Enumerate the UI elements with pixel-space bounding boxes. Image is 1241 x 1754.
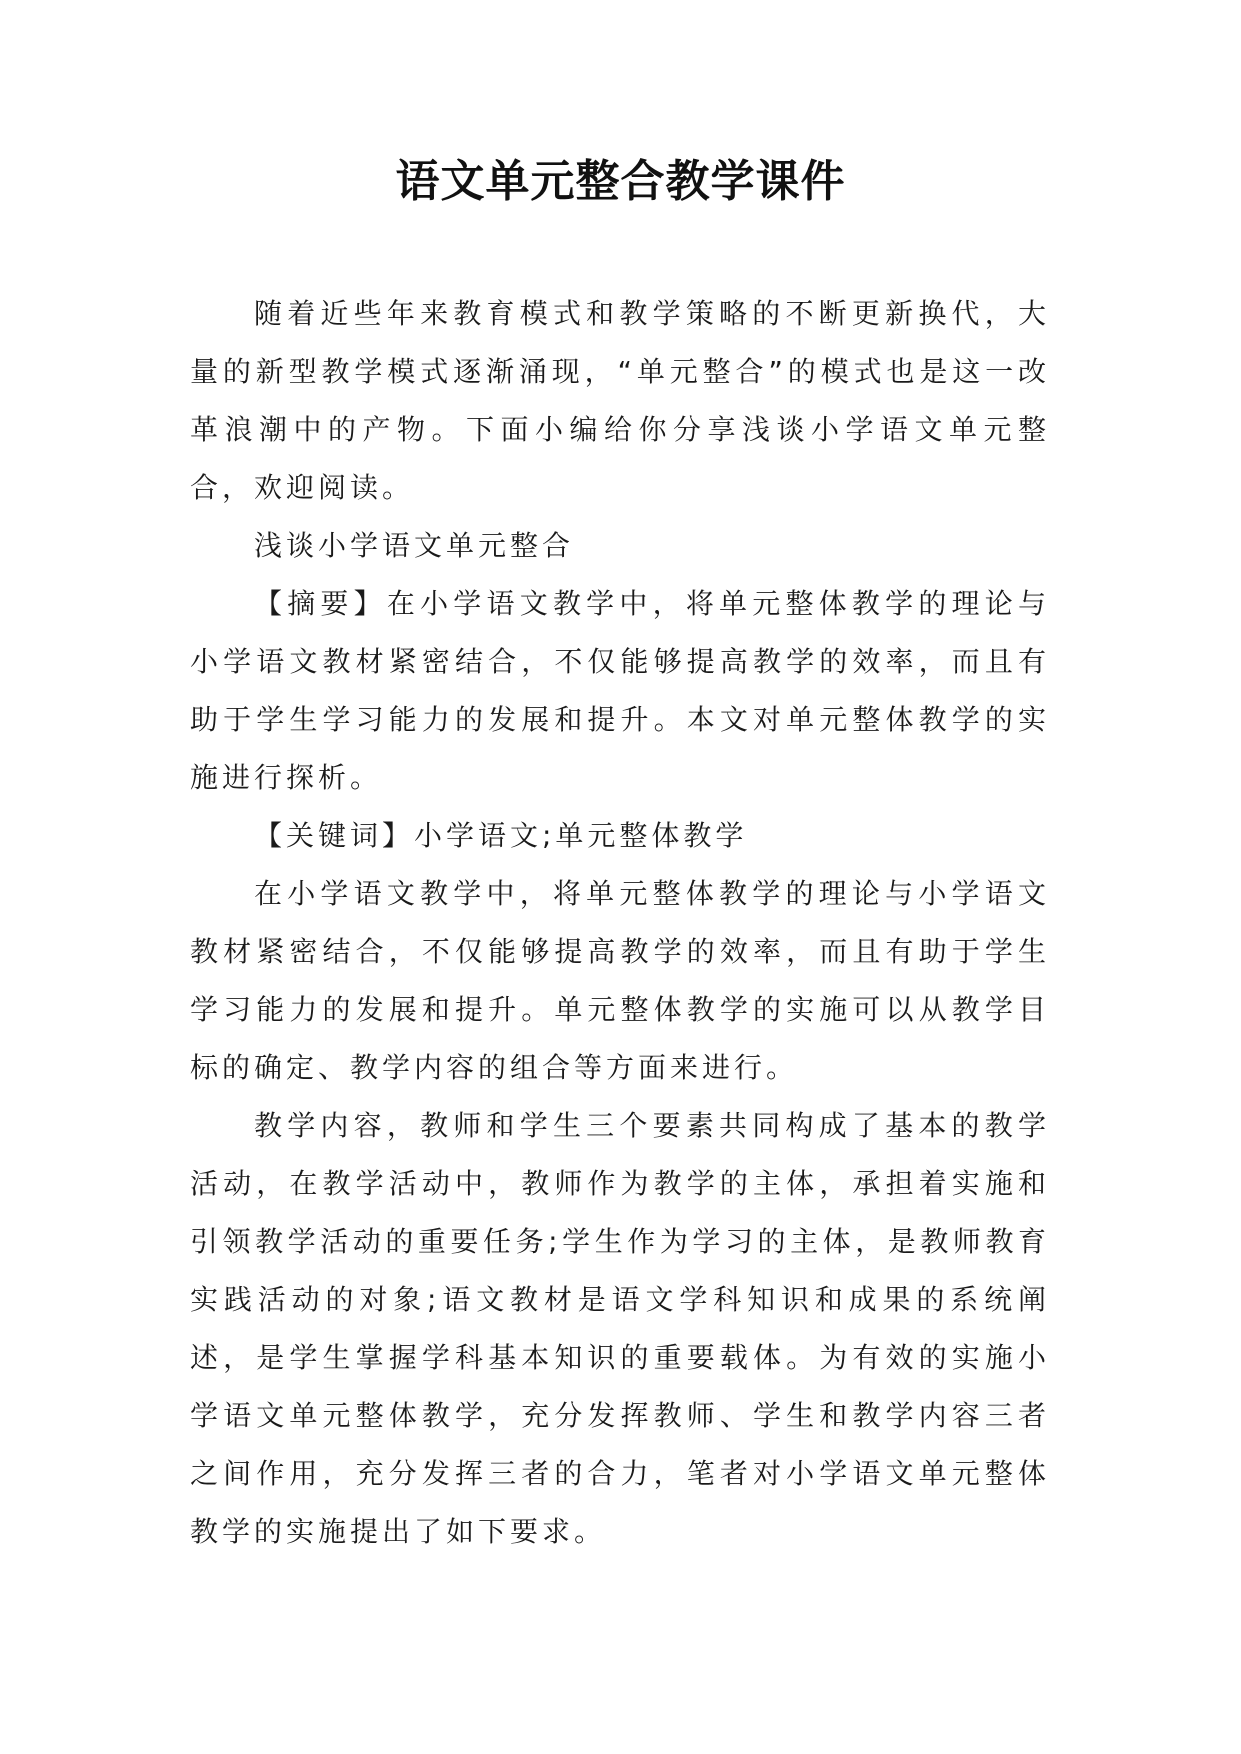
document-body (190, 285, 1050, 1561)
paragraph-subtitle: 浅谈小学语文单元整合 (254, 529, 575, 562)
paragraph-body-1: 在小学语文教学中，将单元整体教学的理论与小学语文教材紧密结合，不仅能够提高教学的效率，而且有助于学生学习能力的发展和提升。单元整体教学的实施可以从教学目标的确定、教学内容的组合等方面来进行。 (190, 877, 1050, 1084)
paragraph-intro: 随着近些年来教育模式和教学策略的不断更新换代，大量的新型教学模式逐渐涌现，“单元整合”的模式也是这一改革浪潮中的产物。下面小编给你分享浅谈小学语文单元整合，欢迎阅读。 (190, 297, 1050, 504)
paragraph-abstract: 【摘要】在小学语文教学中，将单元整体教学的理论与小学语文教材紧密结合，不仅能够提高教学的效率，而且有助于学生学习能力的发展和提升。本文对单元整体教学的实施进行探析。 (190, 587, 1050, 794)
document-title: 语文单元整合教学课件 (395, 156, 846, 207)
paragraph-body-2: 教学内容，教师和学生三个要素共同构成了基本的教学活动，在教学活动中，教师作为教学的主体，承担着实施和引领教学活动的重要任务;学生作为学习的主体，是教师教育实践活动的对象;语文教材是语文学科知识和成果的系统阐述，是学生掌握学科基本知识的重要载体。为有效的实施小学语文单元整体教学，充分发挥教师、学生和教学内容三者之间作用，充分发挥三者的合力，笔者对小学语文单元整体教学的实施提出了如下要求。 (190, 1109, 1050, 1548)
paragraph-keywords: 【关键词】小学语文;单元整体教学 (254, 819, 748, 852)
